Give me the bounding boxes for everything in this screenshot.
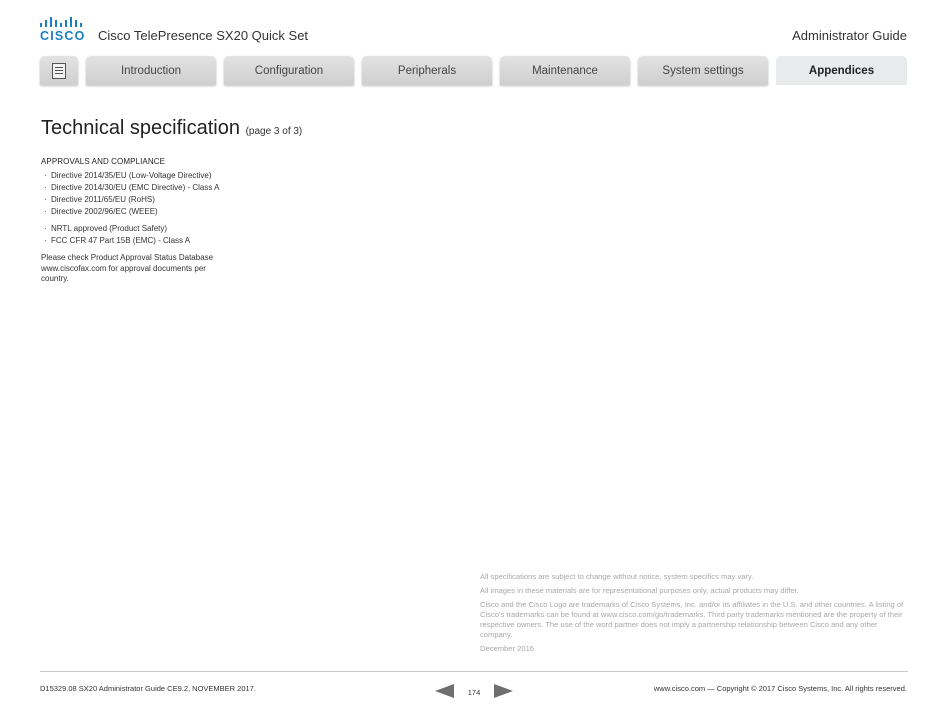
tab-contents[interactable] <box>40 56 78 85</box>
tab-maintenance[interactable] <box>500 56 630 85</box>
copyright: www.cisco.com — Copyright © 2017 Cisco Systems, Inc. All rights reserved. <box>653 684 907 693</box>
product-title: Cisco TelePresence SX20 Quick Set <box>98 28 309 43</box>
page-subtitle: (page 3 of 3) <box>245 126 303 137</box>
page-title-text: Technical specification <box>41 117 240 139</box>
tab-introduction[interactable] <box>86 56 216 85</box>
document-icon <box>52 63 66 79</box>
document-id: D15329.08 SX20 Administrator Guide CE9.2, NOVEMBER 2017. <box>40 684 256 693</box>
page-title <box>41 117 302 140</box>
disclaimer <box>480 572 908 658</box>
tab-label: Configuration <box>254 64 324 77</box>
approval-list <box>41 223 190 247</box>
tab-label: Maintenance <box>532 64 598 77</box>
list-item: · FCC CFR 47 Part 15B (EMC) - Class A <box>41 235 190 247</box>
footer-divider <box>40 671 908 672</box>
tab-system-settings[interactable] <box>638 56 768 85</box>
tab-configuration[interactable] <box>224 56 354 85</box>
disclaimer-line: All specifications are subject to change without notice, system specifics may vary. <box>480 572 754 581</box>
directive-list <box>41 170 220 218</box>
tab-peripherals[interactable] <box>362 56 492 85</box>
tab-label: Appendices <box>808 64 875 77</box>
tab-label: Introduction <box>120 64 182 77</box>
tab-label: Peripherals <box>397 64 457 77</box>
tab-label: System settings <box>662 64 744 77</box>
tab-bar <box>40 56 908 85</box>
disclaimer-line: Cisco and the Cisco Logo are trademarks of Cisco Systems, Inc. and/or its affiliates in the U.S. and other countries. A listing of Cisco's trademarks can be found at www.cisco.com/go/trademarks. Third party trademarks mentioned are the property of their respective owners. The use of the word partner does not imply a partnership relationship between Cisco and any other company. <box>480 600 904 639</box>
list-item: · Directive 2011/65/EU (RoHS) <box>41 194 220 206</box>
next-page-icon[interactable] <box>494 684 513 698</box>
cisco-logo-text: CISCO <box>40 29 86 43</box>
list-item: · Directive 2002/96/EC (WEEE) <box>41 206 220 218</box>
pager <box>435 684 513 698</box>
page-number: 174 <box>467 688 481 697</box>
list-item: · NRTL approved (Product Safety) <box>41 223 190 235</box>
disclaimer-line: All images in these materials are for representational purposes only, actual products may differ. <box>480 586 799 595</box>
list-item: · Directive 2014/30/EU (EMC Directive) - Class A <box>41 182 220 194</box>
list-item: · Directive 2014/35/EU (Low-Voltage Directive) <box>41 170 220 182</box>
approval-note: Please check Product Approval Status Database www.ciscofax.com for approval documents per country. <box>41 253 214 283</box>
section-title: APPROVALS AND COMPLIANCE <box>41 157 166 166</box>
guide-title: Administrator Guide <box>792 28 907 43</box>
disclaimer-date: December 2016 <box>480 644 535 653</box>
tab-appendices[interactable] <box>776 56 907 85</box>
